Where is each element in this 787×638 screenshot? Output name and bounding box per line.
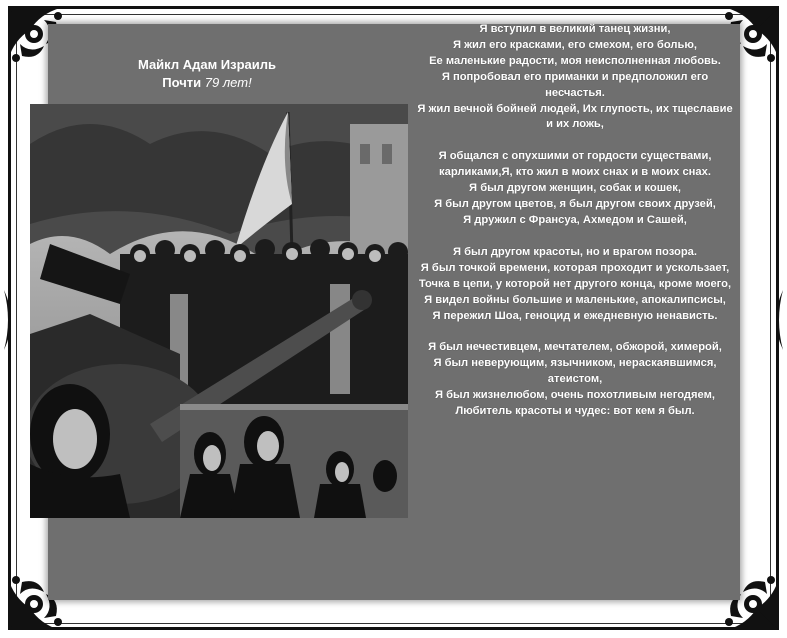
poem-verse: Я общался с опухшими от гордости существами, карликами,Я, кто жил в моих снах и в моих снах. [438,150,712,179]
poem-stanza [416,340,734,420]
poem-stanza [416,22,734,133]
poem-verse: Я был другом цветов, я был другом своих друзей, [434,198,716,211]
side-ornament-right [765,290,787,350]
poem-verse: Я пережил Шоа, геноцид и ежедневную ненависть. [432,309,718,322]
poem-verse: Я вступил в великий танец жизни, [479,23,671,35]
poem-verse: Я был нечестивцем, мечтателем, обжорой, химерой, [428,341,722,354]
poem-stanza [416,245,734,325]
poem-verse: Ее маленькие радости, моя неисполненная любовь. [429,54,721,67]
poem-verse: Я попробовал его приманки и предположил его несчастья. [441,70,709,99]
age-prefix: Почти [162,75,205,90]
photo-illustration [30,104,408,518]
poem-verse: Я жил его красками, его смехом, его болью, [452,38,698,51]
poem-verse: Любитель красоты и чудес: вот кем я был. [455,405,695,418]
age-value: 79 лет! [204,75,252,90]
poem-verse: Я был жизнелюбом, очень похотливым негодяем, [434,389,715,402]
poem-verse: Я видел войны большие и маленькие, апокалипсисы, [424,293,726,306]
poem [416,22,734,420]
heading [62,56,352,92]
author-name: Майкл Адам Израиль [137,57,277,72]
poem-verse: Я был другом красоты, но и врагом позора. [452,245,698,258]
poem-verse: Я был точкой времени, которая проходит и ускользает, [420,261,730,274]
poem-verse: Я был неверующим, язычником, нераскаявшимся, атеистом, [433,357,717,386]
poem-verse: Точка в цепи, у которой нет другого конца, кроме моего, [418,277,732,290]
historical-photo [30,104,408,518]
poem-verse: Я был другом женщин, собак и кошек, [469,182,681,195]
side-ornament-left [0,290,22,350]
author-age [62,74,352,92]
poem-verse: Я жил вечной бойней людей, Их глупость, их тщеславие и их ложь, [417,102,733,131]
poem-verse: Я дружил с Франсуа, Ахмедом и Сашей, [463,213,687,226]
poem-stanza [416,149,734,229]
